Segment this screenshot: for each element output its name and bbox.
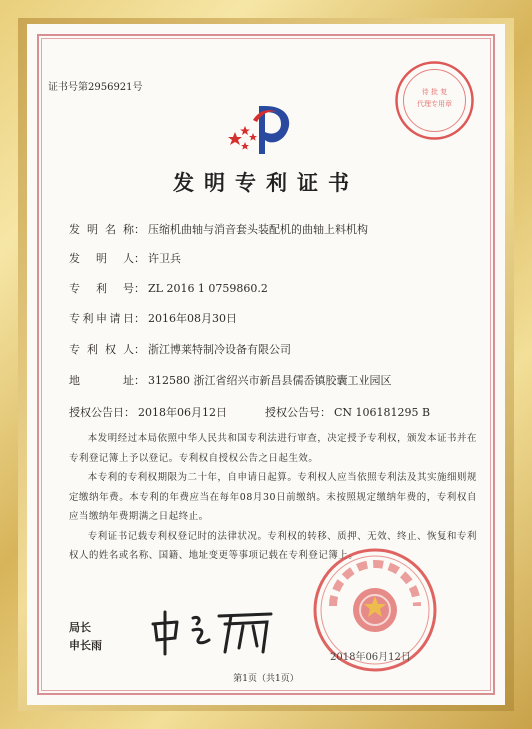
certificate-title: 发明专利证书: [173, 170, 359, 195]
certificate-paper: [27, 24, 505, 705]
grant-date-row: 授权公告日： 2018年06月12日: [69, 406, 227, 419]
director-name: 申长雨: [69, 639, 102, 652]
svg-text:代理专用章: 代理专用章: [417, 100, 452, 108]
field-patentee: 专利权人： 浙江博莱特制冷设备有限公司: [69, 343, 291, 356]
field-label: 地址: [69, 374, 134, 387]
seal-date: 2018年06月12日: [330, 652, 411, 663]
field-value: 浙江博莱特制冷设备有限公司: [148, 343, 291, 356]
grant-number-row: 授权公告号： CN 106181295 B: [265, 406, 431, 419]
svg-text:待 批 复: 待 批 复: [421, 88, 448, 96]
field-address: 地址： 312580 浙江省绍兴市新昌县儒岙镇胶囊工业园区: [69, 374, 392, 387]
field-value: ZL 2016 1 0759860.2: [148, 282, 268, 295]
field-label: 发明人: [69, 252, 134, 265]
field-label: 专利权人: [69, 343, 134, 356]
field-value: 312580 浙江省绍兴市新昌县儒岙镇胶囊工业园区: [148, 374, 392, 387]
field-application-date: 专利申请日： 2016年08月30日: [69, 312, 237, 325]
field-value: 许卫兵: [148, 252, 181, 265]
certificate-number: 证书号第2956921号: [48, 82, 143, 93]
page-number: 第1页（共1页）: [233, 674, 299, 684]
field-label: 专利申请日: [69, 312, 134, 325]
office-stamp-icon: [392, 58, 477, 143]
field-invention-name: 发明名称： 压缩机曲轴与消音套头装配机的曲轴上料机构: [69, 223, 368, 236]
field-value: 2016年08月30日: [148, 312, 237, 325]
field-value: 压缩机曲轴与消音套头装配机的曲轴上料机构: [148, 223, 368, 236]
grant-date-value: 2018年06月12日: [138, 406, 227, 419]
body-paragraph: 本发明经过本局依照中华人民共和国专利法进行审查，决定授予专利权，颁发本证书并在专利登记簿上予以登记。专利权自授权公告之日起生效。: [69, 433, 477, 464]
grant-number-value: CN 106181295 B: [334, 406, 431, 419]
grant-number-label: 授权公告号: [265, 406, 320, 419]
patent-office-logo-icon: [225, 98, 299, 160]
director-signature-icon: [147, 604, 282, 659]
field-patent-number: 专利号： ZL 2016 1 0759860.2: [69, 282, 268, 295]
body-paragraph: 专利证书记载专利权登记时的法律状况。专利权的转移、质押、无效、终止、恢复和专利权人的姓名或名称、国籍、地址变更等事项记载在专利登记簿上。: [69, 530, 477, 561]
field-label: 专利号: [69, 282, 134, 295]
director-title: 局长: [69, 621, 91, 634]
field-inventor: 发明人： 许卫兵: [69, 252, 181, 265]
body-paragraph: 本专利的专利权期限为二十年，自申请日起算。专利权人应当依照专利法及其实施细则规定缴纳年费。本专利的年费应当在每年08月30日前缴纳。未按照规定缴纳年费的，专利权自应当缴纳年费期满之日起终止。: [69, 472, 477, 522]
grant-date-label: 授权公告日: [69, 406, 124, 419]
field-label: 发明名称: [69, 223, 134, 236]
